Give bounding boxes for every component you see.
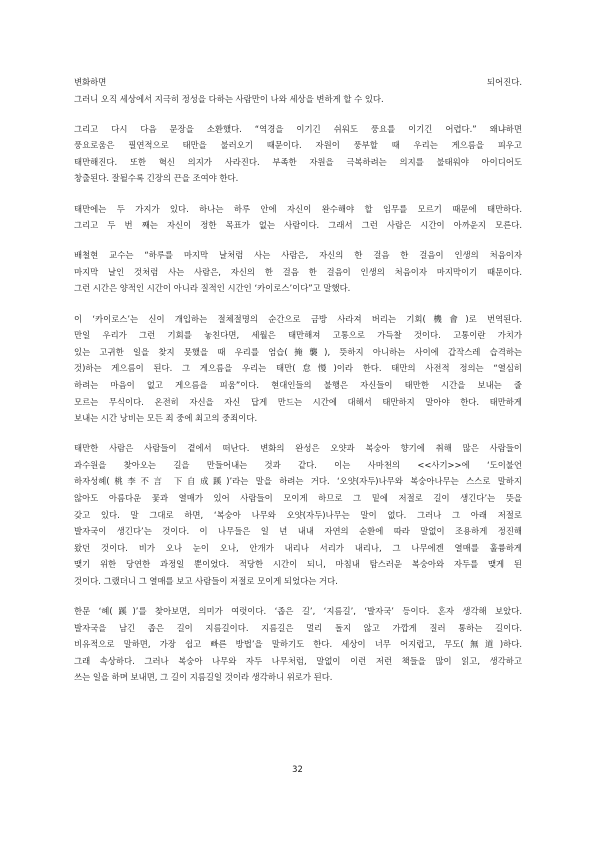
paragraph-3 <box>74 201 522 234</box>
text-line: 태만에는 두 가지가 있다. 하나는 하루 안에 자신이 완수해야 할 임무를 모르기 때문에 태만하다. <box>74 203 522 214</box>
text-line: 이 ‘카이로스’는 신이 개입하는 절체절명의 순간으로 금방 사라져 버리는 기회(機會)로 번역된다. <box>74 313 522 324</box>
text-line: 모르는 무식이다. 온전히 자신을 자신 답게 만드는 시간에 대해서 태만하지 말아야 한다. 태만하게 <box>74 396 522 407</box>
paragraph-5 <box>74 311 522 427</box>
text-line: 비유적으로 말하면, 가장 쉽고 빠른 방법’을 말하기도 한다. 세상이 너무 어지럽고, 무도(無道)하다. <box>74 639 522 650</box>
paragraph-2 <box>74 121 522 187</box>
text-line: 그리고 두 번 째는 자신이 정한 목표가 없는 사람이다. 그래서 그런 사람은 시간이 아까운지 모른다. <box>74 220 522 231</box>
text-line: 창출된다. 잘될수록 긴장의 끈을 조여야 한다. <box>74 173 239 184</box>
paragraph-6 <box>74 440 522 589</box>
text-line: 보내는 시간 낭비는 모든 죄 중에 최고의 중죄이다. <box>74 413 258 424</box>
text-line: 갖고 있다. 말 그대로 하면, ‘복숭아 나무와 오얏(자두)나무는 말이 없다. 그러나 그 아래 저절로 <box>74 509 522 520</box>
text-line: 한문 ‘혜(蹊)’를 찾아보면, 의미가 여럿이다. ‘좁은 길’, ‘지름길’, ‘발자국’ 등이다. 혼자 생각해 보았다. <box>74 606 522 617</box>
text-line: 그러니 오직 세상에서 지극히 정성을 다하는 사람만이 나와 세상을 변하게 할 수 있다. <box>74 93 384 104</box>
text-line: 변화하면 되어진다. <box>74 77 522 87</box>
text-line: 발자국이 생긴다’는 것이다. 이 나무들은 일 년 내내 자연의 순환에 따라 말없이 조용하게 정진해 <box>74 526 522 537</box>
text-line: 맺기 위한 당연한 과정일 뿐이었다. 적당한 시간이 되니, 마침내 탐스러운 복숭아와 자두를 맺게 된 <box>74 559 522 570</box>
text-line: 것)하는 게으름이 된다. 그 게으름을 우리는 태만(怠慢)이라 한다. 태만의 사전적 정의는 “열심히 <box>74 363 522 374</box>
paragraph-1 <box>74 74 522 107</box>
text-line: 배철현 교수는 “하루를 마지막 날처럼 사는 사람은, 자신의 한 걸음 한 걸음이 인생의 처음이자 <box>74 250 522 261</box>
text-line: 있는 고귀한 일을 찾지 못했을 때 우리를 엄습(掩襲), 뜻하지 아니하는 사이에 갑작스레 습격하는 <box>74 346 522 357</box>
text-line: 것이다. 그랬더니 그 열매를 보고 사람들이 저절로 모이게 되었다는 거다. <box>74 575 338 586</box>
text-line: 왔던 것이다. 비가 오나 눈이 오나, 안개가 내리나 서리가 내리나, 그 나무에겐 열매를 훌륭하게 <box>74 542 522 553</box>
text-line: 풍요로움은 필연적으로 태만을 불러오기 때문이다. 자원이 풍부할 때 우리는 게으름을 피우고 <box>74 140 522 151</box>
text-line: 하려는 마음이 없고 게으름을 피움”이다. 현대인들의 불행은 자신들이 태만한 시간을 보내는 줄 <box>74 379 522 390</box>
text-line: 쓰는 일을 하며 보내면, 그 길이 지름길일 것이라 생각하니 위로가 된다. <box>74 672 333 683</box>
text-line: 그래 속상하다. 그러나 복숭아 나무와 자두 나무처럼, 말없이 이런 저런 책들을 많이 읽고, 생각하고 <box>74 655 522 666</box>
text-line: 태만한 사람은 사람들이 곁에서 떠난다. 변화의 완성은 오얏과 복숭아 향기에 취해 많은 사람들이 <box>74 443 522 454</box>
page-number: 32 <box>292 764 303 774</box>
text-line: 만일 우리가 그런 기회를 놓친다면, 세월은 태만해져 고통으로 가득찰 것이다. 고통이란 가치가 <box>74 330 522 341</box>
document-body <box>74 74 522 700</box>
text-line: 하자성혜(桃李不言 下自成蹊)’라는 말을 하려는 거다. ‘오얏(자두)나무와 복숭아나무는 스스로 말하지 <box>74 476 522 487</box>
text-line: 발자국을 남긴 좁은 길이 지름길이다. 지름길은 멀리 돌지 않고 가깝게 질러 통하는 길이다. <box>74 622 522 633</box>
text-line: 그리고 다시 다음 문장을 소환했다. “역경을 이기긴 쉬워도 풍요를 이기긴 어렵다.” 왜냐하면 <box>74 123 522 134</box>
paragraph-7 <box>74 603 522 686</box>
text-line: 과수원을 찾아오는 길을 만들어내는 것과 같다. 이는 사마천의 <<사기>>에 ‘도이불언 <box>74 459 522 470</box>
text-line: 그런 시간은 양적인 시간이 아니라 질적인 시간인 ‘카이로스’이다”고 말했다. <box>74 283 351 294</box>
text-line: 않아도 아름다운 꽃과 열매가 있어 사람들이 모이게 하므로 그 밑에 저절로 길이 생긴다’는 뜻을 <box>74 492 522 503</box>
text-line: 마지막 날인 것처럼 사는 사람은, 자신의 한 걸음 한 걸음이 인생의 처음이자 마지막이기 때문이다. <box>74 266 522 277</box>
paragraph-4 <box>74 247 522 297</box>
text-line: 태만해진다. 또한 혁신 의지가 사라진다. 부족한 자원을 극복하려는 의지를 불태워야 아이디어도 <box>74 156 522 167</box>
